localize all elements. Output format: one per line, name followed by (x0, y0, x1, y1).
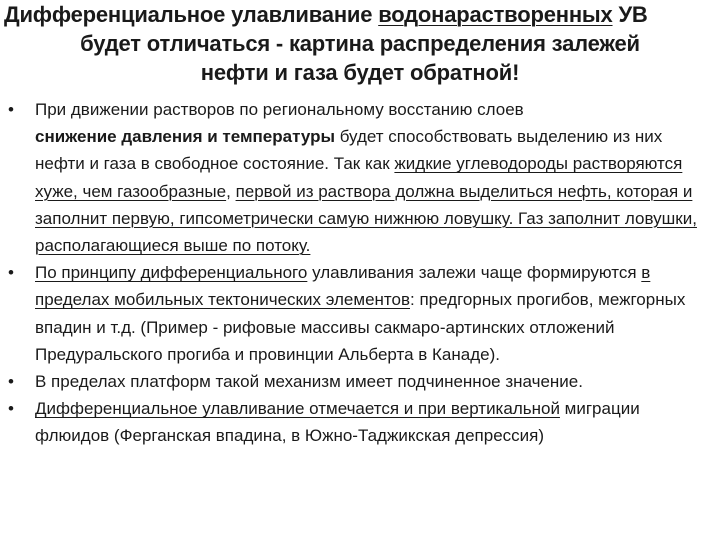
bullet-text: При движении растворов по региональному восстанию слоев (35, 100, 524, 119)
underlined-phrase: По принципу дифференциального (35, 263, 308, 283)
bullet-list (0, 96, 705, 450)
bullet-dot: • (8, 399, 14, 419)
bullet-item (0, 259, 705, 368)
underlined-phrase: Дифференциальное улавливание отмечается и при вертикальной (35, 399, 560, 419)
title-line-1 (0, 0, 720, 29)
underlined-phrase: в пределах мобильных тектонических элементов (35, 263, 651, 310)
bullet-item (0, 368, 705, 395)
bullet-text: будет способствовать выделению из них нефти и газа в свободное состояние. Так как (35, 127, 663, 174)
title-text-end: УВ (612, 2, 648, 27)
bullet-text: улавливания залежи чаще формируются (307, 263, 642, 283)
bullet-dot: • (8, 372, 14, 392)
bullet-dot: • (8, 263, 14, 283)
bullet-text: (Ферганская впадина, в Южно-Таджикская депрессия) (109, 426, 545, 446)
bullet-item (0, 395, 705, 449)
bullet-dot: • (8, 100, 14, 119)
slide-title (0, 0, 720, 87)
underlined-phrase: первой из раствора должна выделиться нефть, которая и заполнит первую, гипсометрически самую нижнюю ловушку. Газ заполнит ловушки, располагающиеся выше по потоку. (35, 181, 697, 256)
bullet-text: В пределах платформ такой механизм имеет подчиненное значение. (35, 372, 583, 392)
bold-phrase: снижение давления и температуры (35, 127, 335, 147)
underlined-phrase: жидкие углеводороды растворяются хуже, чем газообразные (35, 154, 683, 201)
bullet-text: миграции флюидов (35, 399, 640, 446)
title-line-2: будет отличаться - картина распределения залежей (80, 31, 640, 56)
title-text: Дифференциальное улавливание (4, 2, 379, 27)
title-underlined-term: водонарастворенных (378, 2, 613, 27)
bullet-text: : предгорных прогибов, межгорных впадин и т.д. (Пример - рифовые массивы сакмаро-артинских отложений Предуральского прогиба и провинции Альберта в Канаде). (35, 290, 686, 364)
bullet-item (0, 96, 705, 259)
bullet-text: , (226, 181, 236, 201)
title-line-3: нефти и газа будет обратной! (200, 60, 520, 85)
